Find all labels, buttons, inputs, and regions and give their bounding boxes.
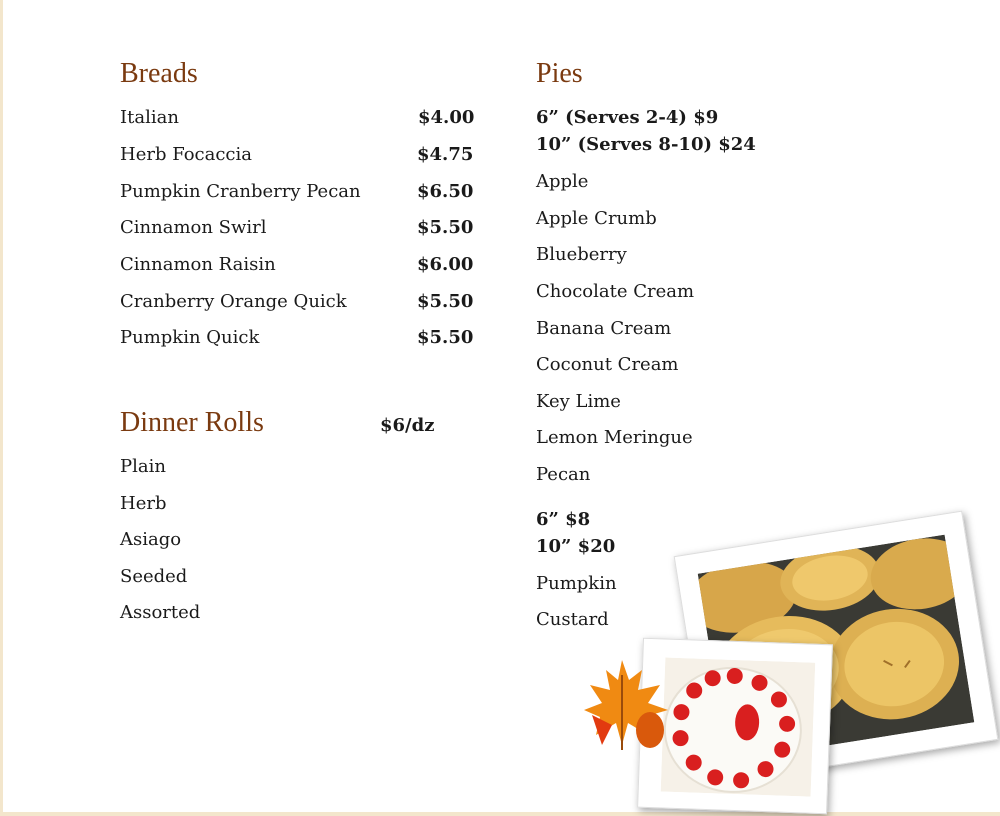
bread-item-price: $5.50 [417, 327, 474, 348]
bread-item-price: $5.50 [417, 291, 474, 312]
bread-item-price: $5.50 [417, 217, 474, 238]
pie-size-line: 6” (Serves 2-4) $9 [536, 107, 719, 128]
pie-item: Apple [536, 171, 589, 192]
pie-item: Coconut Cream [536, 354, 679, 375]
bread-item-name: Pumpkin Quick [120, 327, 260, 348]
pie-item: Banana Cream [536, 318, 672, 339]
pie-special-item: Custard [536, 609, 609, 630]
pie-size-line: 10” (Serves 8-10) $24 [536, 134, 756, 155]
pie-special-size-line: 10” $20 [536, 536, 616, 557]
bread-item-name: Italian [120, 107, 179, 128]
bread-item-price: $4.00 [418, 107, 475, 128]
roll-item: Plain [120, 456, 166, 477]
pies-heading: Pies [536, 58, 583, 89]
pie-item: Lemon Meringue [536, 427, 693, 448]
bread-item-price: $6.50 [417, 181, 474, 202]
roll-item: Seeded [120, 566, 188, 587]
bread-item-name: Cinnamon Raisin [120, 254, 276, 275]
pie-item: Apple Crumb [536, 208, 657, 229]
bread-item-name: Cranberry Orange Quick [120, 291, 347, 312]
dinner-rolls-heading: Dinner Rolls [120, 407, 264, 438]
bread-item-name: Pumpkin Cranberry Pecan [120, 181, 361, 202]
pie-item: Pecan [536, 464, 591, 485]
pie-item: Blueberry [536, 244, 627, 265]
pie-special-item: Pumpkin [536, 573, 617, 594]
pie-item: Key Lime [536, 391, 621, 412]
roll-item: Assorted [120, 602, 201, 623]
dinner-rolls-price: $6/dz [380, 415, 435, 436]
pie-special-size-line: 6” $8 [536, 509, 591, 530]
cake-photo-art [661, 658, 816, 797]
pie-item: Chocolate Cream [536, 281, 695, 302]
bread-item-name: Herb Focaccia [120, 144, 253, 165]
breads-heading: Breads [120, 58, 198, 89]
bread-item-name: Cinnamon Swirl [120, 217, 267, 238]
roll-item: Herb [120, 493, 167, 514]
roll-item: Asiago [120, 529, 182, 550]
bread-item-price: $6.00 [417, 254, 474, 275]
bread-item-price: $4.75 [417, 144, 474, 165]
autumn-maple-leaf-icon [582, 655, 672, 755]
